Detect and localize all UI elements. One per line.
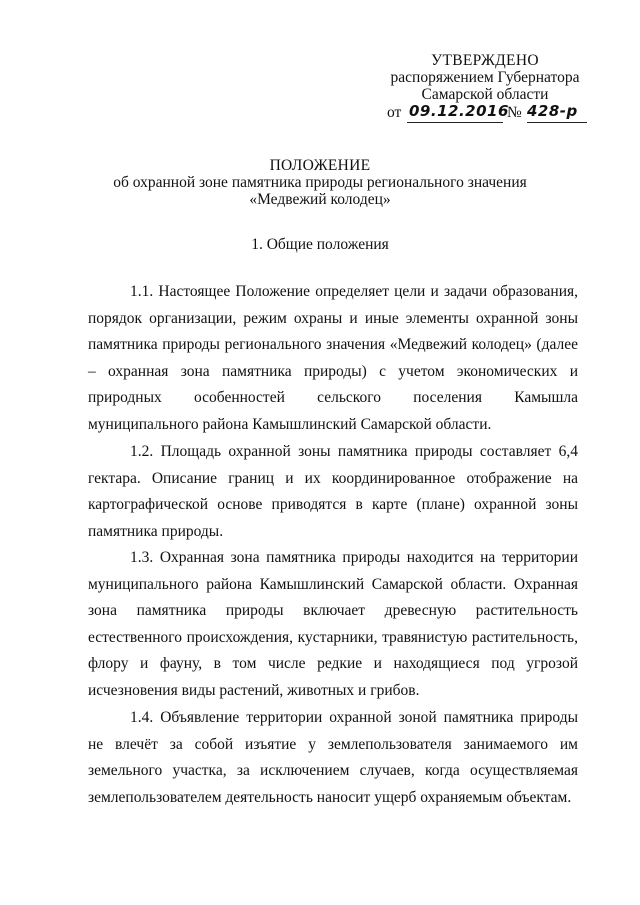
paragraph-1-3 <box>88 545 578 705</box>
paragraph-text: 1.1. Настоящее Положение определяет цели и задачи образования, порядок организации, режим охраны и иные элементы охранной зоны памятника природы регионального значения «Медвежий колодец» (далее – охранная зона памятника природы) с учетом экономических и природных особенностей сельского поселения Камышла муниципального района Камышлинский Самарской области. <box>88 283 578 433</box>
section-heading: 1. Общие положения <box>251 236 389 253</box>
approval-date-row <box>387 104 597 128</box>
paragraph-1-4 <box>88 705 578 811</box>
handwritten-date: 09.12.2016 <box>409 102 509 120</box>
number-underline <box>527 122 587 123</box>
paragraph-text: 1.2. Площадь охранной зоны памятника природы составляет 6,4 гектара. Описание границ и их координированное отображение на картографической основе приводятся в карте (плане) охранной зоны памятника природы. <box>88 443 578 540</box>
date-underline <box>407 122 503 123</box>
approval-authority: распоряжением Губернатора <box>390 69 580 86</box>
document-title <box>60 157 580 208</box>
approval-stamp <box>380 52 590 103</box>
approval-title: УТВЕРЖДЕНО <box>431 52 539 69</box>
title-subtitle-1: об охранной зоне памятника природы регионального значения <box>113 174 527 191</box>
paragraph-1-1 <box>88 279 578 439</box>
date-prefix: от <box>387 104 402 121</box>
number-prefix: № <box>507 104 522 121</box>
paragraph-1-2 <box>88 439 578 545</box>
handwritten-number: 428-р <box>527 102 578 120</box>
title-subtitle-2: «Медвежий колодец» <box>249 191 391 208</box>
title-heading: ПОЛОЖЕНИЕ <box>269 157 371 174</box>
approval-region: Самарской области <box>421 86 549 103</box>
paragraph-text: 1.3. Охранная зона памятника природы находится на территории муниципального района Камышлинский Самарской области. Охранная зона памятника природы включает древесную растительность естественного происхождения, кустарники, травянистую растительность, флору и фауну, в том числе редкие и находящиеся под угрозой исчезновения виды растений, животных и грибов. <box>88 549 578 699</box>
paragraph-text: 1.4. Объявление территории охранной зоной памятника природы не влечёт за собой изъятие у землепользователя занимаемого им земельного участка, за исключением случаев, когда осуществляемая землепользователем деятельность наносит ущерб охраняемым объектам. <box>88 709 578 806</box>
